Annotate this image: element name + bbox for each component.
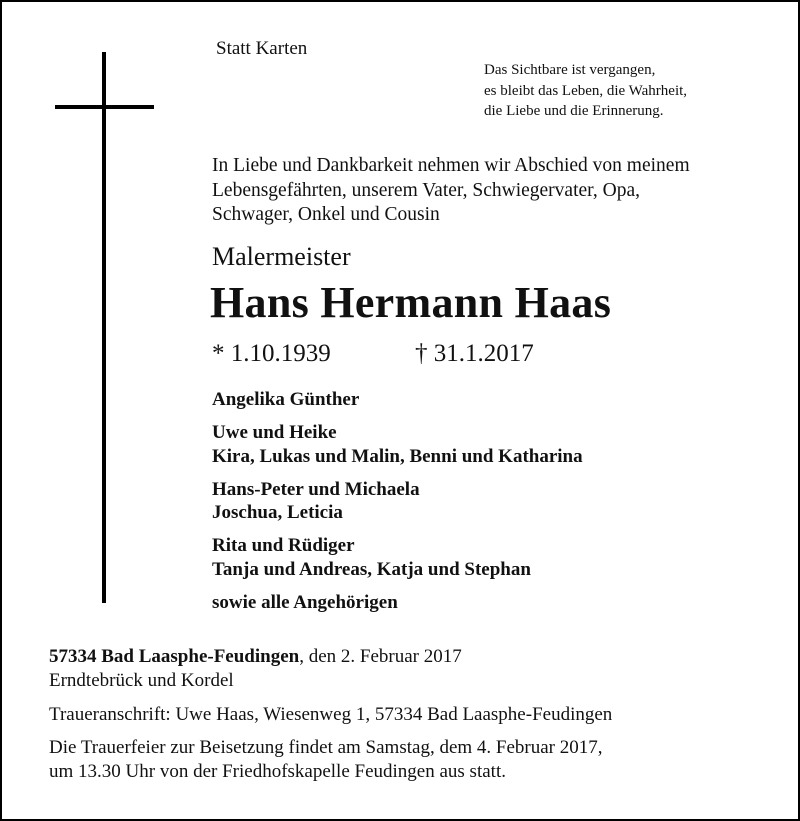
statt-karten-label: Statt Karten: [216, 38, 308, 59]
region-line: Erndtebrück und Kordel: [49, 670, 234, 691]
death-date: † 31.1.2017: [415, 340, 534, 367]
notice-date: , den 2. Februar 2017: [299, 646, 462, 667]
deceased-name: Hans Hermann Haas: [210, 278, 612, 327]
mourner-group: [212, 478, 583, 525]
place-name: 57334 Bad Laasphe-Feudingen: [49, 646, 300, 667]
mourners-list: [212, 388, 583, 624]
quote-line: es bleibt das Leben, die Wahrheit,: [484, 82, 688, 99]
intro-text: [212, 154, 690, 228]
intro-line: Schwager, Onkel und Cousin: [212, 204, 440, 225]
mourner-line: Rita und Rüdiger: [212, 535, 355, 556]
birth-date: * 1.10.1939: [212, 340, 331, 367]
deceased-profession: Malermeister: [212, 242, 351, 271]
mourner-group: [212, 388, 583, 412]
mourner-group: [212, 421, 583, 468]
quote-line: die Liebe und die Erinnerung.: [484, 103, 664, 119]
mourner-line: Uwe und Heike: [212, 422, 337, 443]
ceremony-line: um 13.30 Uhr von der Friedhofskapelle Feudingen aus statt.: [49, 760, 506, 782]
ceremony-line: Die Trauerfeier zur Beisetzung findet am Samstag, dem 4. Februar 2017,: [49, 737, 603, 758]
mourner-line: Angelika Günther: [212, 389, 360, 410]
ceremony-info: [49, 736, 603, 783]
memorial-quote: [484, 60, 687, 122]
mourner-group: [212, 591, 583, 615]
mourner-line: Hans-Peter und Michaela: [212, 478, 420, 500]
mourner-line: Kira, Lukas und Malin, Benni und Katharina: [212, 445, 583, 467]
mourner-line: sowie alle Angehörigen: [212, 591, 398, 613]
quote-line: Das Sichtbare ist vergangen,: [484, 62, 656, 78]
place-date-line: [49, 645, 462, 669]
cross-icon-horizontal-bar: [55, 105, 154, 109]
cross-icon-vertical-bar: [102, 52, 106, 603]
mourner-line: Tanja und Andreas, Katja und Stephan: [212, 558, 531, 580]
mourner-group: [212, 534, 583, 581]
intro-line: In Liebe und Dankbarkeit nehmen wir Abschied von meinem: [212, 155, 690, 176]
intro-line: Lebensgefährten, unserem Vater, Schwiegervater, Opa,: [212, 179, 640, 201]
mourning-address: Traueranschrift: Uwe Haas, Wiesenweg 1, 57334 Bad Laasphe-Feudingen: [49, 704, 613, 725]
mourner-line: Joschua, Leticia: [212, 502, 343, 523]
